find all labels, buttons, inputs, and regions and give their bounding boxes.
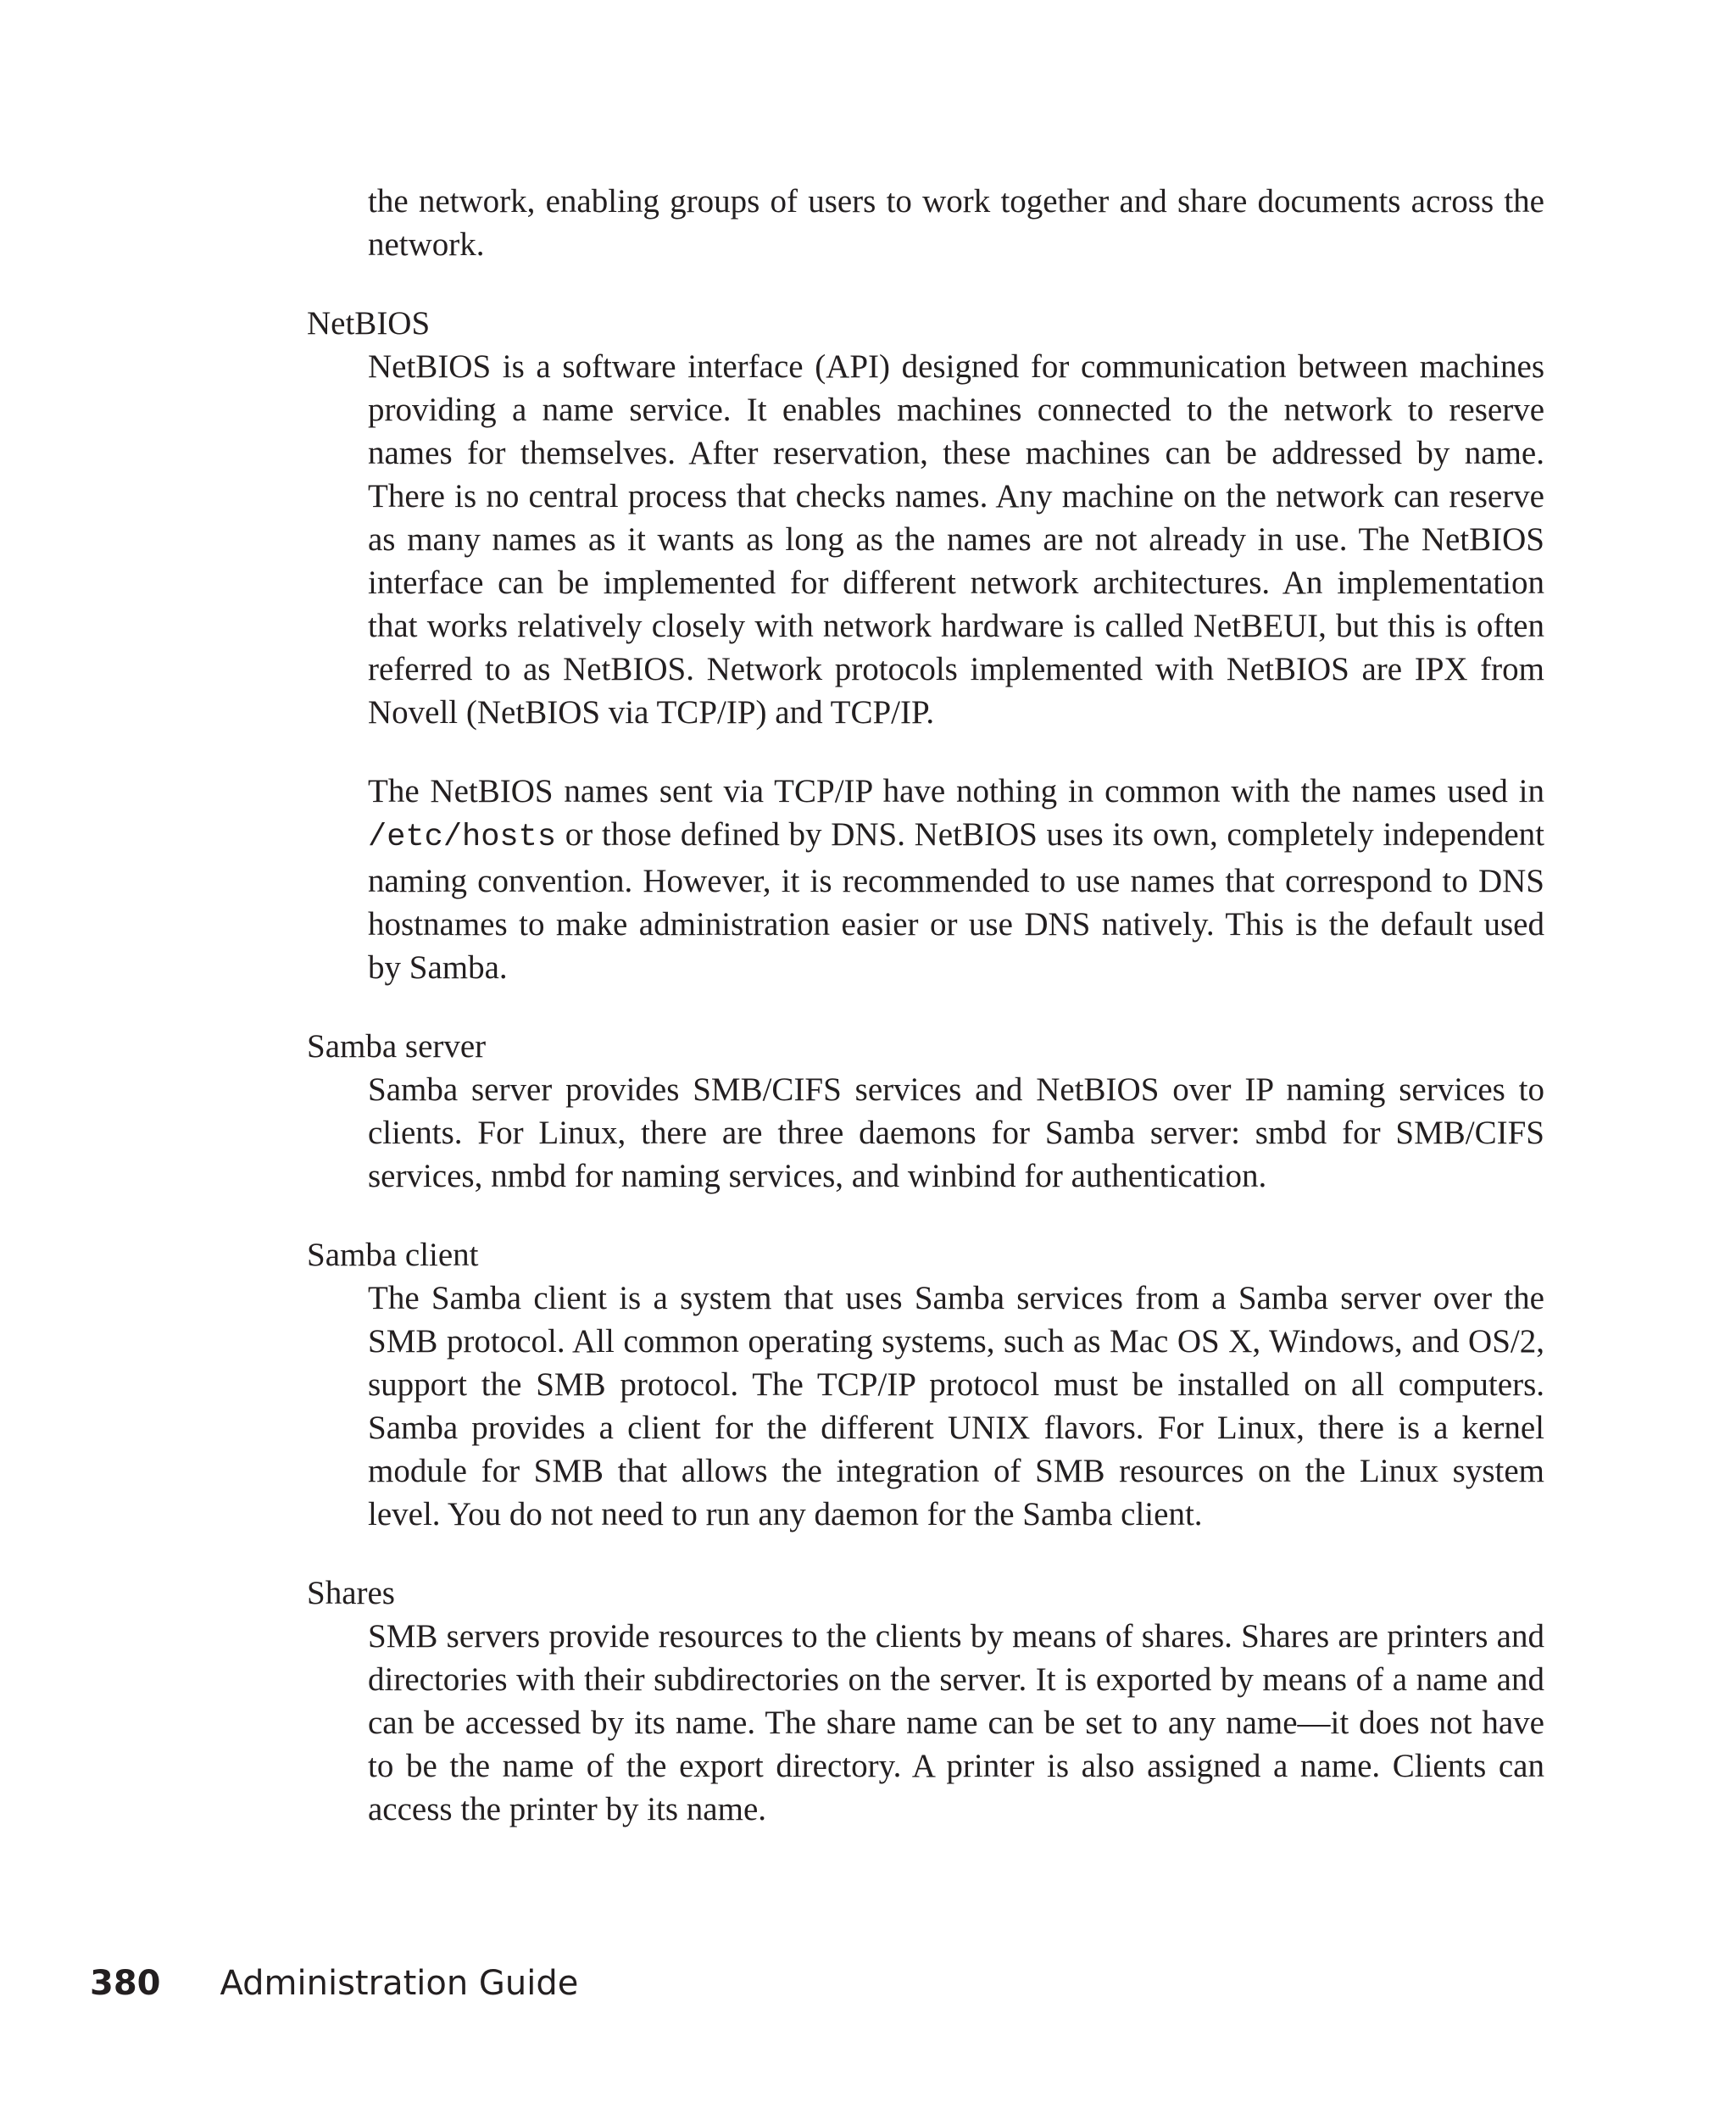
netbios-paragraph-2-end: or those defined by DNS. NetBIOS uses its own, completely independent naming convention. However, it is recommended to use names that correspond to DNS hostnames to make administration easier or use DNS natively. This is the default used by Samba. <box>368 816 1544 986</box>
page-content <box>307 180 1544 1866</box>
definition-netbios <box>307 302 1544 989</box>
definition-shares <box>307 1571 1544 1831</box>
netbios-paragraph-2 <box>368 770 1544 989</box>
term-netbios: NetBIOS <box>307 305 431 342</box>
term-samba-server: Samba server <box>307 1028 487 1065</box>
samba-client-paragraph: The Samba client is a system that uses Samba services from a Samba server over the SMB protocol. All common operating systems, such as Mac OS X, Windows, and OS/2, support the SMB protocol. The TCP/IP protocol must be installed on all computers. Samba provides a client for the different UNIX flavors. For Linux, there is a kernel module for SMB that allows the integration of SMB resources on the Linux system level. You do not need to run any daemon for the Samba client. <box>368 1280 1544 1532</box>
etc-hosts-code: /etc/hosts <box>368 820 557 855</box>
book-title: Administration Guide <box>220 1964 579 2003</box>
samba-server-paragraph: Samba server provides SMB/CIFS services and NetBIOS over IP naming services to clients. For Linux, there are three daemons for Samba server: smbd for SMB/CIFS services, nmbd for naming services, and winbind for authentication. <box>368 1071 1544 1194</box>
page-footer <box>90 1962 578 2005</box>
netbios-paragraph-1: NetBIOS is a software interface (API) designed for communication between machines providing a name service. It enables machines connected to the network to reserve names for themselves. After reservation, these machines can be addressed by name. There is no central process that checks names. Any machine on the network can reserve as many names as it wants as long as the names are not already in use. The NetBIOS interface can be implemented for different network architectures. An implementation that works relatively closely with network hardware is called NetBEUI, but this is often referred to as NetBIOS. Network protocols implemented with NetBIOS are IPX from Novell (NetBIOS via TCP/IP) and TCP/IP. <box>368 348 1544 731</box>
netbios-paragraph-2-start: The NetBIOS names sent via TCP/IP have nothing in common with the names used in <box>368 773 1544 809</box>
page-number: 380 <box>90 1964 161 2003</box>
shares-paragraph: SMB servers provide resources to the clients by means of shares. Shares are printers and directories with their subdirectories on the server. It is exported by means of a name and can be accessed by its name. The share name can be set to any name—it does not have to be the name of the export directory. A printer is also assigned a name. Clients can access the printer by its name. <box>368 1618 1544 1827</box>
definition-samba-server <box>307 1025 1544 1198</box>
definition-samba-client <box>307 1233 1544 1536</box>
intro-paragraph: the network, enabling groups of users to work together and share documents across the network. <box>368 183 1544 263</box>
term-shares: Shares <box>307 1575 395 1611</box>
term-samba-client: Samba client <box>307 1237 479 1273</box>
